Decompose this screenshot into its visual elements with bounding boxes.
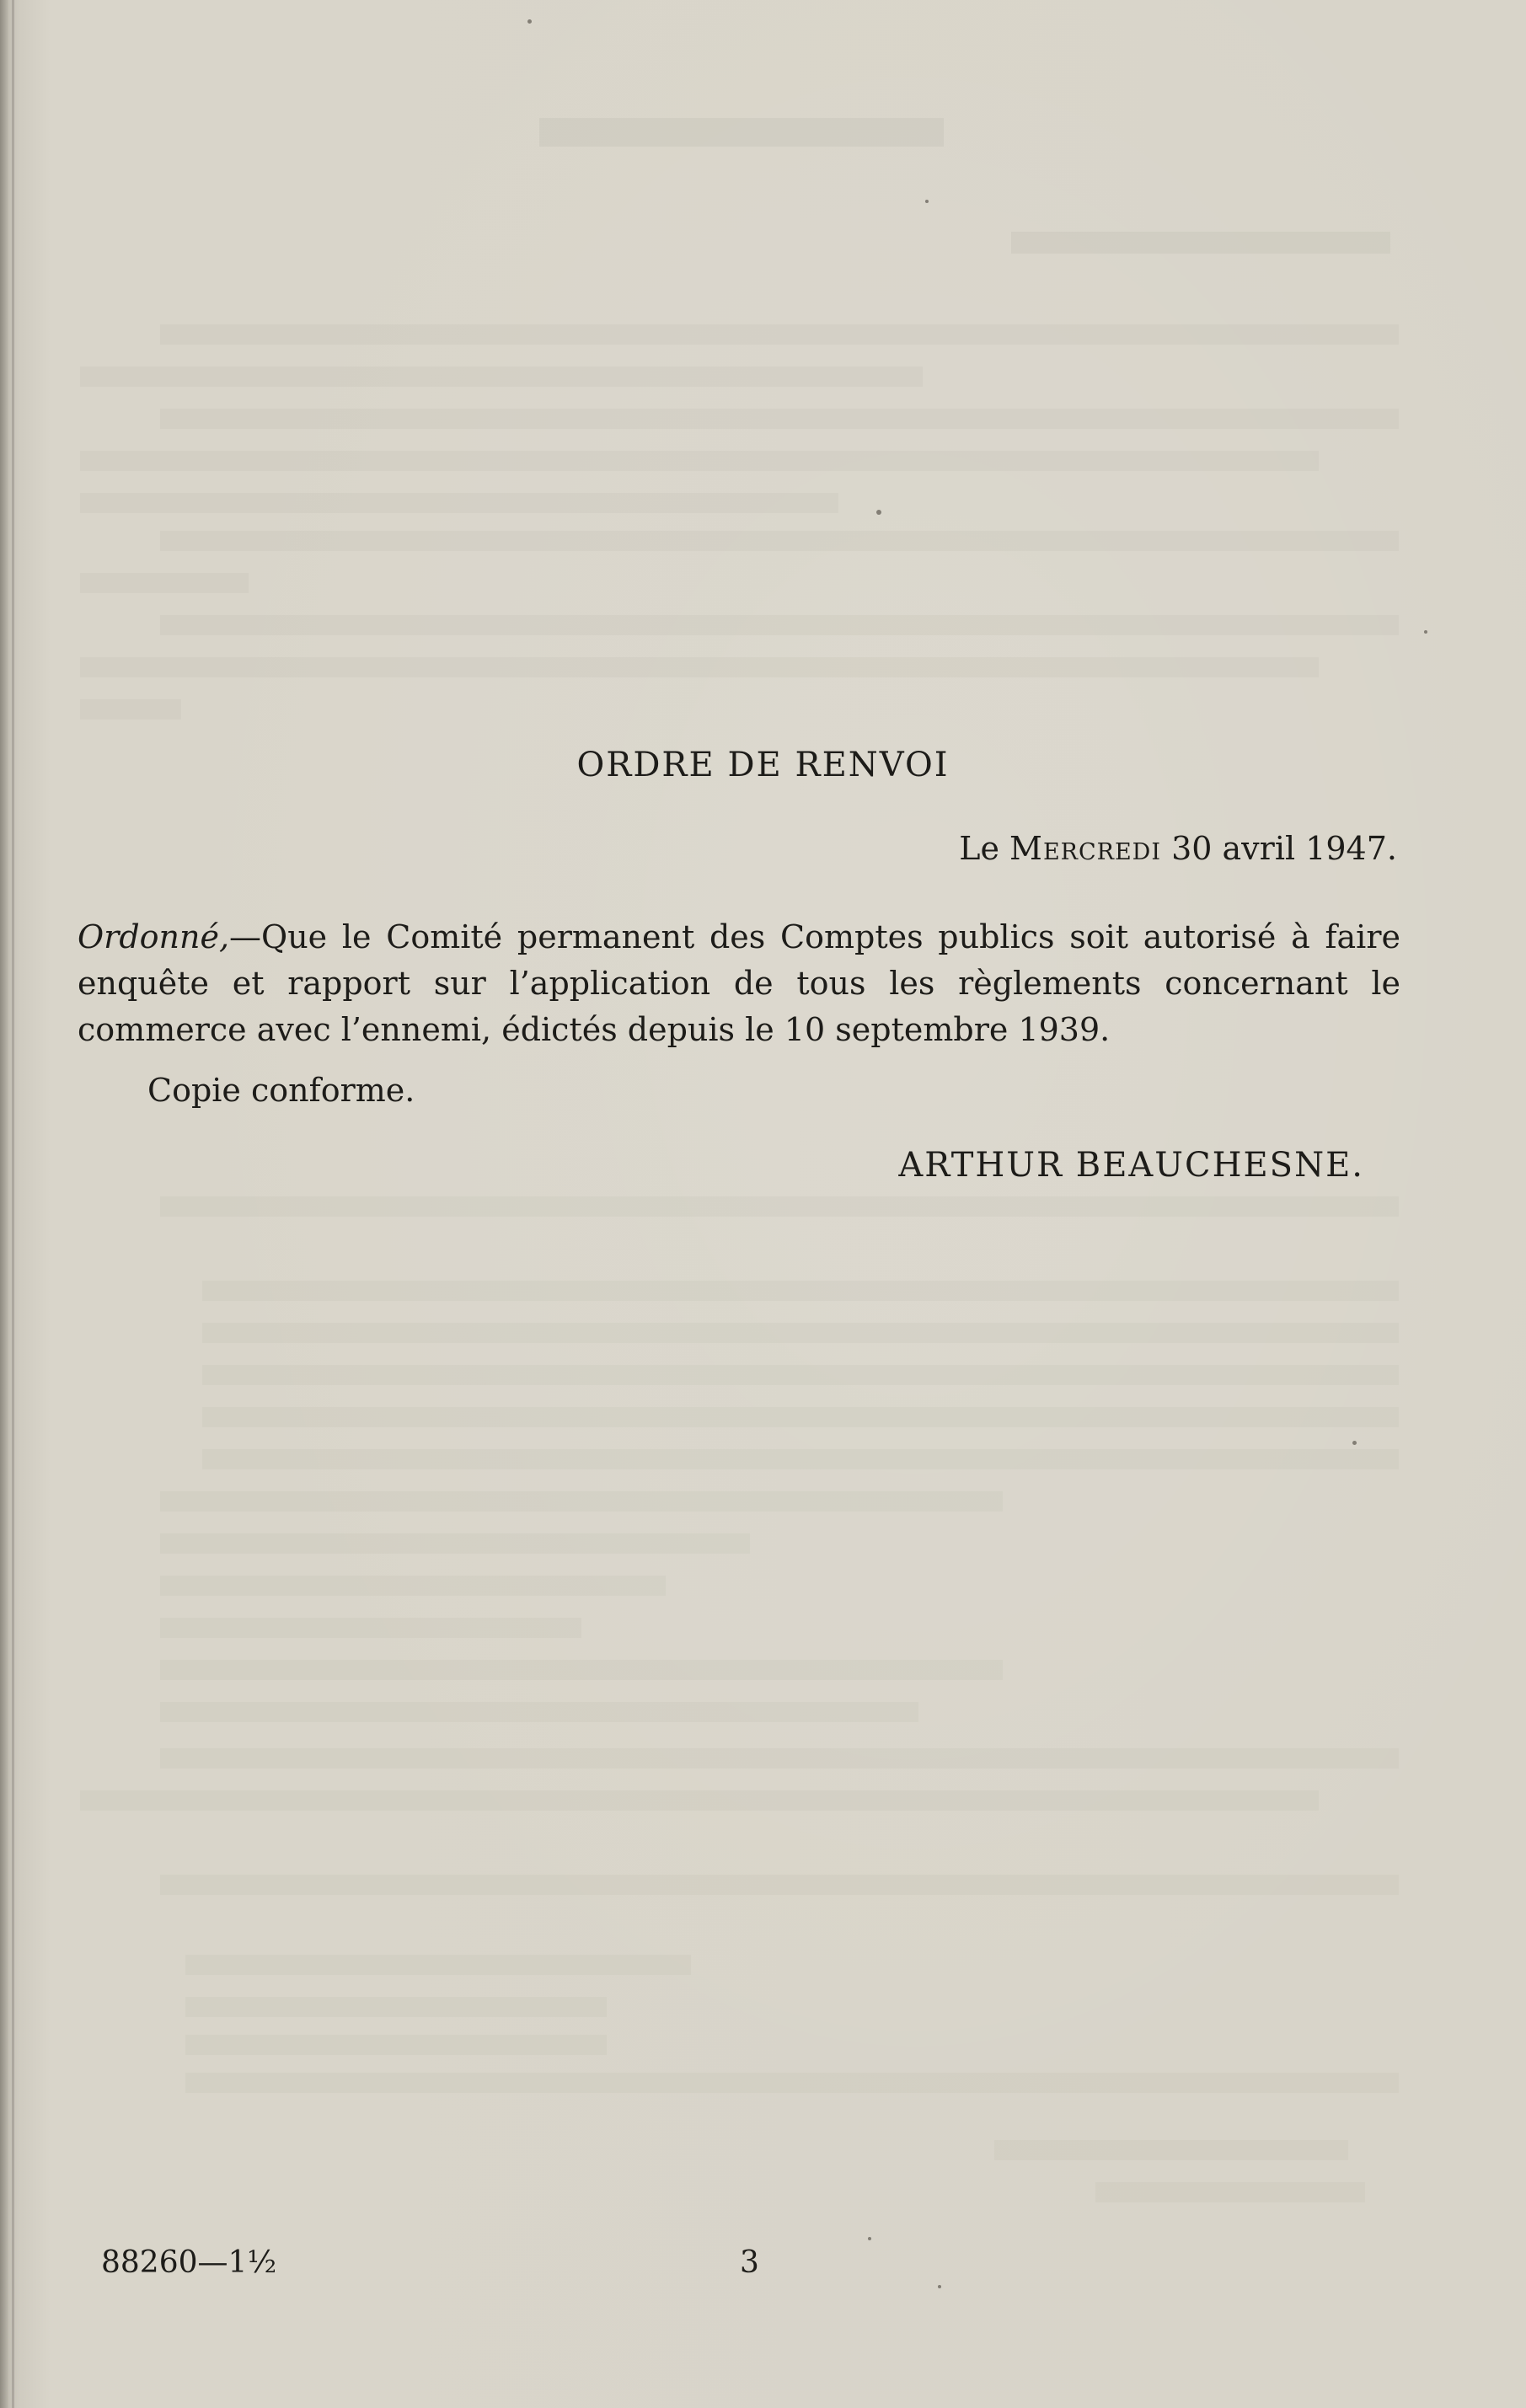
- printer-code: 88260—1½: [101, 2245, 277, 2280]
- date-prefix: Le: [959, 830, 999, 867]
- order-lead: Ordonné,: [78, 918, 230, 955]
- binding-gutter: [0, 0, 8, 2408]
- paper-speck: [925, 200, 929, 203]
- paper-speck: [527, 19, 532, 24]
- certification-line: Copie conforme.: [147, 1072, 415, 1109]
- page-number: 3: [740, 2245, 759, 2280]
- order-date: [959, 830, 1397, 867]
- paper-speck: [938, 2285, 941, 2288]
- date-weekday: Mercredi: [1009, 830, 1161, 867]
- binding-shadow: [12, 0, 14, 2408]
- order-text: —Que le Comité permanent des Comptes publics soit autorisé à faire enquête et rapport sur l’application de tous les règlements concernant le commerce avec l’ennemi, édictés depuis le 10 septembre 1939.: [78, 918, 1400, 1048]
- order-paragraph: [78, 914, 1400, 1053]
- signature: ARTHUR BEAUCHESNE.: [898, 1146, 1364, 1185]
- paper-speck: [876, 510, 881, 515]
- document-title: ORDRE DE RENVOI: [576, 746, 950, 784]
- date-rest: 30 avril 1947.: [1171, 830, 1397, 867]
- paper-speck: [868, 2237, 871, 2240]
- paper-speck: [1424, 630, 1427, 634]
- paper-speck: [1352, 1441, 1357, 1445]
